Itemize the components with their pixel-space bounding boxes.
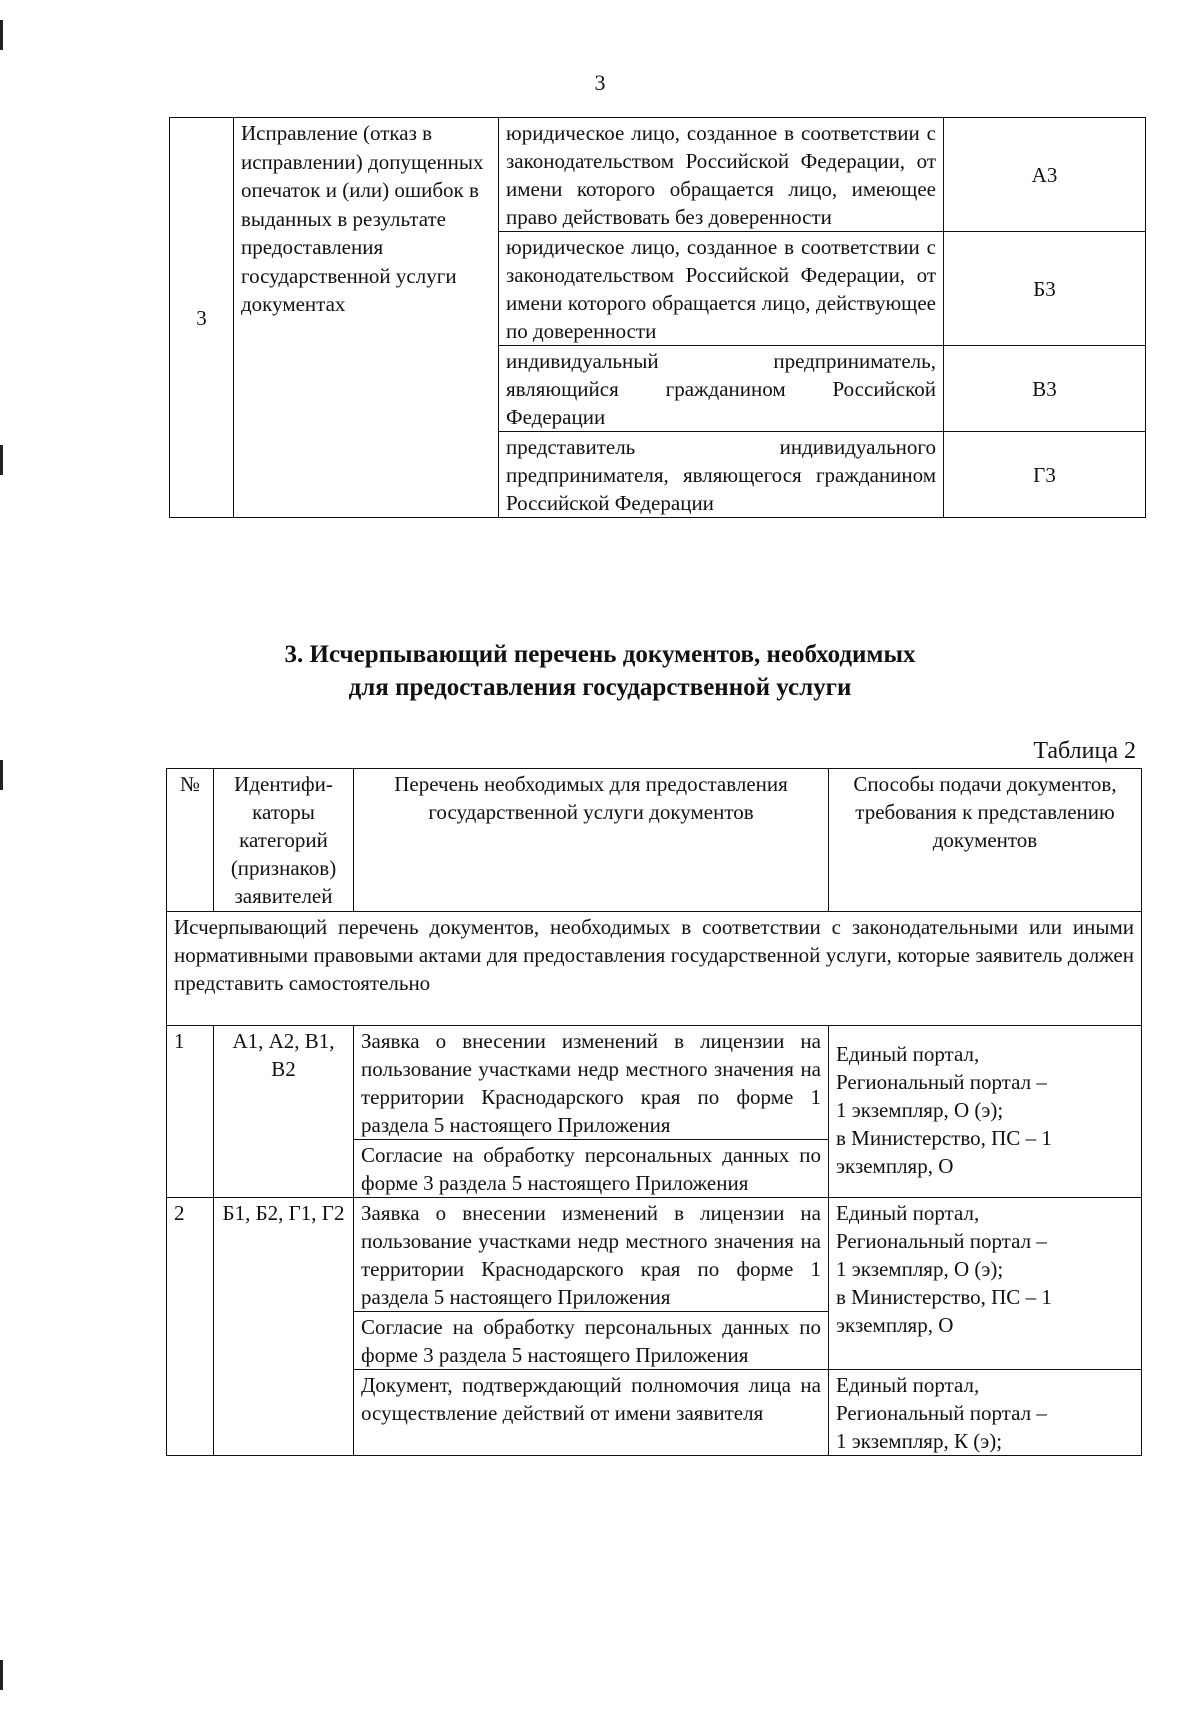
method-line: 1 экземпляр, К (э); — [836, 1429, 1003, 1453]
document-cell: Заявка о внесении изменений в лицензии на пользование участками недр местного значения на территории Краснодарского края по форме 1 раздела 5 настоящего Приложения — [354, 1026, 829, 1140]
table-row — [167, 1026, 1142, 1140]
document-cell: Заявка о внесении изменений в лицензии на пользование участками недр местного значения на территории Краснодарского края по форме 1 раздела 5 настоящего Приложения — [354, 1198, 829, 1312]
header-number: № — [167, 769, 214, 912]
category-ids: Б1, Б2, Г1, Г2 — [214, 1198, 354, 1456]
table-row — [170, 118, 1146, 232]
document-cell: Согласие на обработку персональных данных по форме 3 раздела 5 настоящего Приложения — [354, 1140, 829, 1198]
service-name: Исправление (отказ в исправлении) допущенных опечаток и (или) ошибок в выданных в результате предоставления государственной услуги документах — [234, 118, 499, 518]
heading-line: для предоставления государственной услуги — [348, 674, 852, 701]
applicant-cell: представитель индивидуального предпринимателя, являющегося гражданином Российской Федерации — [499, 432, 944, 518]
method-line: Единый портал, — [836, 1373, 980, 1397]
document-cell: Документ, подтверждающий полномочия лица на осуществление действий от имени заявителя — [354, 1370, 829, 1456]
row-number: 1 — [167, 1026, 214, 1198]
method-line: Единый портал, — [836, 1042, 980, 1066]
table-continuation — [169, 117, 1146, 518]
header-documents: Перечень необходимых для предоставления государственной услуги документов — [354, 769, 829, 912]
table-row — [167, 1198, 1142, 1312]
method-line: экземпляр, О — [836, 1154, 954, 1178]
method-line: Единый портал, — [836, 1201, 980, 1225]
applicant-cell: индивидуальный предприниматель, являющийся гражданином Российской Федерации — [499, 346, 944, 432]
code-cell: Б3 — [944, 232, 1146, 346]
row-number: 3 — [170, 118, 234, 518]
heading-line: 3. Исчерпывающий перечень документов, необходимых — [284, 641, 916, 668]
table-caption: Таблица 2 — [1033, 738, 1136, 764]
methods-cell — [829, 1026, 1142, 1198]
method-line: Региональный портал – — [836, 1229, 1047, 1253]
methods-cell — [829, 1198, 1142, 1370]
method-line: в Министерство, ПС – 1 — [836, 1126, 1052, 1150]
applicant-cell: юридическое лицо, созданное в соответствии с законодательством Российской Федерации, от имени которого обращается лицо, действующее по доверенности — [499, 232, 944, 346]
row-number: 2 — [167, 1198, 214, 1456]
code-cell: В3 — [944, 346, 1146, 432]
documents-table — [166, 768, 1142, 1456]
method-line: 1 экземпляр, О (э); — [836, 1257, 1004, 1281]
category-ids: А1, А2, В1, В2 — [214, 1026, 354, 1198]
document-cell: Согласие на обработку персональных данных по форме 3 раздела 5 настоящего Приложения — [354, 1312, 829, 1370]
scan-edge-mark — [0, 445, 3, 475]
method-line: Региональный портал – — [836, 1070, 1047, 1094]
applicant-cell: юридическое лицо, созданное в соответствии с законодательством Российской Федерации, от имени которого обращается лицо, имеющее право действовать без доверенности — [499, 118, 944, 232]
page-number: 3 — [594, 70, 606, 95]
scan-edge-mark — [0, 1660, 3, 1690]
method-line: в Министерство, ПС – 1 — [836, 1285, 1052, 1309]
section-heading — [0, 638, 1200, 704]
code-cell: Г3 — [944, 432, 1146, 518]
code-cell: А3 — [944, 118, 1146, 232]
scan-edge-mark — [0, 760, 3, 790]
method-line: 1 экземпляр, О (э); — [836, 1098, 1004, 1122]
scan-edge-mark — [0, 20, 3, 50]
method-line: экземпляр, О — [836, 1313, 954, 1337]
method-line: Региональный портал – — [836, 1401, 1047, 1425]
table-header-row — [167, 769, 1142, 912]
header-methods: Способы подачи документов, требования к представлению документов — [829, 769, 1142, 912]
table-row — [167, 912, 1142, 1026]
span-row: Исчерпывающий перечень документов, необходимых в соответствии с законодательными или иными нормативными правовыми актами для предоставления государственной услуги, которые заявитель должен представить самостоятельно — [167, 912, 1142, 1026]
header-ids: Идентифи-каторы категорий (признаков) заявителей — [214, 769, 354, 912]
methods-cell — [829, 1370, 1142, 1456]
